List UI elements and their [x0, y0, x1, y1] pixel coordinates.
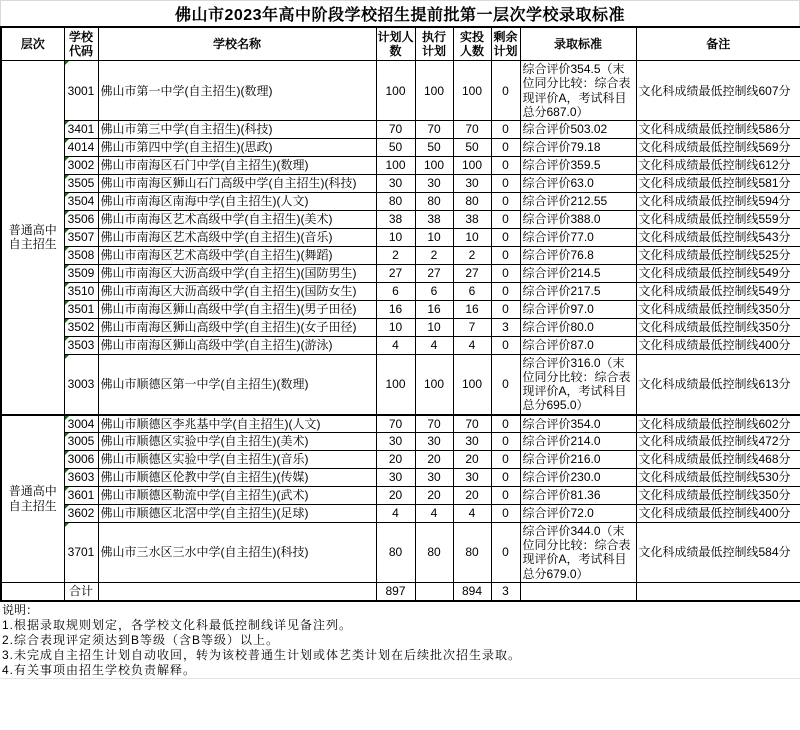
school-code-cell: 3504: [64, 192, 98, 210]
school-name-cell: 佛山市南海区狮山高级中学(自主招生)(男子田径): [98, 300, 376, 318]
exec-plan-cell: [415, 582, 453, 601]
school-code-cell: 3507: [64, 228, 98, 246]
plan-count-cell: 10: [376, 318, 415, 336]
table-row: [1, 300, 800, 318]
col-header-school-code: 学校代码: [64, 27, 98, 61]
table-row: [1, 156, 800, 174]
remark-cell: 文化科成绩最低控制线472分: [636, 433, 800, 451]
school-code-cell: 4014: [64, 138, 98, 156]
school-code-cell: 3701: [64, 523, 98, 583]
remark-cell: 文化科成绩最低控制线543分: [636, 228, 800, 246]
remark-cell: 文化科成绩最低控制线468分: [636, 451, 800, 469]
remark-cell: 文化科成绩最低控制线581分: [636, 174, 800, 192]
school-code-cell: 3001: [64, 61, 98, 121]
remark-cell: 文化科成绩最低控制线586分: [636, 120, 800, 138]
plan-count-cell: 20: [376, 487, 415, 505]
plan-count-cell: 20: [376, 451, 415, 469]
remain-plan-cell: 0: [491, 192, 520, 210]
plan-count-cell: 50: [376, 138, 415, 156]
exec-plan-cell: 2: [415, 246, 453, 264]
exec-plan-cell: 10: [415, 318, 453, 336]
remark-cell: 文化科成绩最低控制线350分: [636, 487, 800, 505]
admission-standard-cell: 综合评价316.0（末位同分比较：综合表现评价A，考试科目总分695.0）: [520, 354, 636, 414]
col-header-remain-plan: 剩余计划: [491, 27, 520, 61]
school-name-cell: 佛山市顺德区李兆基中学(自主招生)(人文): [98, 415, 376, 433]
actual-count-cell: 30: [453, 433, 491, 451]
exec-plan-cell: 27: [415, 264, 453, 282]
plan-count-cell: 27: [376, 264, 415, 282]
plan-count-cell: 100: [376, 61, 415, 121]
remark-cell: 文化科成绩最低控制线350分: [636, 318, 800, 336]
school-name-cell: 佛山市顺德区实验中学(自主招生)(音乐): [98, 451, 376, 469]
note-line: 1.根据录取规则划定，各学校文化科最低控制线详见备注列。: [2, 618, 353, 633]
remark-cell: 文化科成绩最低控制线607分: [636, 61, 800, 121]
admission-table: [0, 26, 800, 602]
table-row: [1, 228, 800, 246]
school-code-cell: 3503: [64, 336, 98, 354]
remain-plan-cell: 0: [491, 61, 520, 121]
plan-count-cell: 4: [376, 505, 415, 523]
actual-count-cell: 2: [453, 246, 491, 264]
remark-cell: 文化科成绩最低控制线549分: [636, 282, 800, 300]
exec-plan-cell: 10: [415, 228, 453, 246]
school-name-cell: 佛山市第三中学(自主招生)(科技): [98, 120, 376, 138]
plan-count-cell: 70: [376, 120, 415, 138]
admission-standard-cell: 综合评价388.0: [520, 210, 636, 228]
remark-cell: 文化科成绩最低控制线549分: [636, 264, 800, 282]
actual-count-cell: 20: [453, 487, 491, 505]
school-name-cell: 佛山市顺德区第一中学(自主招生)(数理): [98, 354, 376, 414]
actual-count-cell: 16: [453, 300, 491, 318]
remain-plan-cell: 0: [491, 156, 520, 174]
table-row: [1, 336, 800, 354]
school-name-cell: 佛山市南海区艺术高级中学(自主招生)(音乐): [98, 228, 376, 246]
remark-cell: 文化科成绩最低控制线569分: [636, 138, 800, 156]
actual-count-cell: 7: [453, 318, 491, 336]
remark-cell: 文化科成绩最低控制线400分: [636, 505, 800, 523]
actual-count-cell: 894: [453, 582, 491, 601]
plan-count-cell: 100: [376, 354, 415, 414]
admission-standard-cell: 综合评价76.8: [520, 246, 636, 264]
page-title: 佛山市2023年高中阶段学校招生提前批第一层次学校录取标准: [0, 0, 800, 26]
remain-plan-cell: 3: [491, 318, 520, 336]
remark-cell: 文化科成绩最低控制线559分: [636, 210, 800, 228]
col-header-level: 层次: [1, 27, 64, 61]
plan-count-cell: 80: [376, 192, 415, 210]
actual-count-cell: 50: [453, 138, 491, 156]
exec-plan-cell: 4: [415, 336, 453, 354]
school-code-cell: 3002: [64, 156, 98, 174]
table-row: [1, 192, 800, 210]
remain-plan-cell: 0: [491, 138, 520, 156]
actual-count-cell: 38: [453, 210, 491, 228]
actual-count-cell: 70: [453, 120, 491, 138]
remain-plan-cell: 0: [491, 228, 520, 246]
actual-count-cell: 100: [453, 156, 491, 174]
exec-plan-cell: 70: [415, 120, 453, 138]
admission-standard-cell: 综合评价344.0（末位同分比较：综合表现评价A，考试科目总分679.0）: [520, 523, 636, 583]
plan-count-cell: 4: [376, 336, 415, 354]
remain-plan-cell: 0: [491, 487, 520, 505]
remain-plan-cell: 0: [491, 246, 520, 264]
actual-count-cell: 27: [453, 264, 491, 282]
admission-standard-cell: 综合评价214.0: [520, 433, 636, 451]
school-name-cell: 佛山市南海区狮山高级中学(自主招生)(女子田径): [98, 318, 376, 336]
plan-count-cell: 30: [376, 433, 415, 451]
col-header-actual-count: 实投人数: [453, 27, 491, 61]
col-header-admission-standard: 录取标准: [520, 27, 636, 61]
remain-plan-cell: 0: [491, 264, 520, 282]
school-code-cell: 3509: [64, 264, 98, 282]
table-row: [1, 415, 800, 433]
admission-standard-cell: 综合评价359.5: [520, 156, 636, 174]
exec-plan-cell: 50: [415, 138, 453, 156]
remark-cell: 文化科成绩最低控制线350分: [636, 300, 800, 318]
school-name-cell: 佛山市三水区三水中学(自主招生)(科技): [98, 523, 376, 583]
exec-plan-cell: 20: [415, 451, 453, 469]
col-header-school-name: 学校名称: [98, 27, 376, 61]
admission-standard-cell: 综合评价63.0: [520, 174, 636, 192]
exec-plan-cell: 30: [415, 433, 453, 451]
level-cell: [1, 582, 64, 601]
table-row: [1, 246, 800, 264]
table-row: [1, 354, 800, 414]
exec-plan-cell: 16: [415, 300, 453, 318]
header-row: [1, 27, 800, 61]
col-header-plan-count: 计划人数: [376, 27, 415, 61]
school-code-cell: 3502: [64, 318, 98, 336]
plan-count-cell: 897: [376, 582, 415, 601]
note-line: 4.有关事项由招生学校负责解释。: [2, 663, 197, 678]
admission-standard-cell: 综合评价87.0: [520, 336, 636, 354]
school-name-cell: 佛山市南海区狮山高级中学(自主招生)(游泳): [98, 336, 376, 354]
remain-plan-cell: 0: [491, 354, 520, 414]
table-row: [1, 174, 800, 192]
table-row: [1, 318, 800, 336]
remark-cell: 文化科成绩最低控制线400分: [636, 336, 800, 354]
admission-standard-cell: 综合评价214.5: [520, 264, 636, 282]
exec-plan-cell: 30: [415, 174, 453, 192]
table-row: [1, 210, 800, 228]
remain-plan-cell: 0: [491, 120, 520, 138]
remain-plan-cell: 0: [491, 282, 520, 300]
school-code-cell: 3401: [64, 120, 98, 138]
school-name-cell: 佛山市顺德区实验中学(自主招生)(美术): [98, 433, 376, 451]
actual-count-cell: 4: [453, 505, 491, 523]
remark-cell: [636, 582, 800, 601]
school-name-cell: 佛山市南海区狮山石门高级中学(自主招生)(科技): [98, 174, 376, 192]
remain-plan-cell: 0: [491, 433, 520, 451]
school-name-cell: 佛山市顺德区北滘中学(自主招生)(足球): [98, 505, 376, 523]
remain-plan-cell: 0: [491, 451, 520, 469]
table-row: [1, 433, 800, 451]
admission-standard-cell: 综合评价212.55: [520, 192, 636, 210]
remain-plan-cell: 0: [491, 174, 520, 192]
actual-count-cell: 10: [453, 228, 491, 246]
table-row: [1, 264, 800, 282]
table-row: [1, 282, 800, 300]
school-code-cell: 3501: [64, 300, 98, 318]
remark-cell: 文化科成绩最低控制线530分: [636, 469, 800, 487]
plan-count-cell: 38: [376, 210, 415, 228]
remain-plan-cell: 0: [491, 210, 520, 228]
total-label-cell: 合计: [64, 582, 98, 601]
actual-count-cell: 20: [453, 451, 491, 469]
admission-standard-cell: 综合评价216.0: [520, 451, 636, 469]
school-code-cell: 3006: [64, 451, 98, 469]
admission-standard-cell: 综合评价354.0: [520, 415, 636, 433]
remain-plan-cell: 0: [491, 415, 520, 433]
table-row: [1, 138, 800, 156]
school-code-cell: 3005: [64, 433, 98, 451]
remain-plan-cell: 0: [491, 523, 520, 583]
actual-count-cell: 6: [453, 282, 491, 300]
actual-count-cell: 100: [453, 61, 491, 121]
remain-plan-cell: 3: [491, 582, 520, 601]
exec-plan-cell: 100: [415, 156, 453, 174]
admission-standard-cell: 综合评价72.0: [520, 505, 636, 523]
actual-count-cell: 30: [453, 469, 491, 487]
actual-count-cell: 70: [453, 415, 491, 433]
admission-standard-cell: 综合评价81.36: [520, 487, 636, 505]
school-code-cell: 3601: [64, 487, 98, 505]
plan-count-cell: 2: [376, 246, 415, 264]
admission-standard-cell: 综合评价503.02: [520, 120, 636, 138]
notes-heading: 说明：: [2, 603, 39, 618]
remain-plan-cell: 0: [491, 505, 520, 523]
remain-plan-cell: 0: [491, 300, 520, 318]
plan-count-cell: 80: [376, 523, 415, 583]
remain-plan-cell: 0: [491, 336, 520, 354]
actual-count-cell: 80: [453, 192, 491, 210]
table-row: [1, 523, 800, 583]
exec-plan-cell: 20: [415, 487, 453, 505]
plan-count-cell: 10: [376, 228, 415, 246]
plan-count-cell: 30: [376, 469, 415, 487]
school-name-cell: 佛山市南海区大沥高级中学(自主招生)(国防女生): [98, 282, 376, 300]
exec-plan-cell: 100: [415, 354, 453, 414]
exec-plan-cell: 4: [415, 505, 453, 523]
remain-plan-cell: 0: [491, 469, 520, 487]
remark-cell: 文化科成绩最低控制线602分: [636, 415, 800, 433]
note-line: 2.综合表现评定须达到B等级（含B等级）以上。: [2, 633, 280, 648]
admission-standard-cell: [520, 582, 636, 601]
table-row: [1, 505, 800, 523]
school-code-cell: 3602: [64, 505, 98, 523]
school-name-cell: 佛山市第一中学(自主招生)(数理): [98, 61, 376, 121]
admission-standard-cell: 综合评价79.18: [520, 138, 636, 156]
remark-cell: 文化科成绩最低控制线613分: [636, 354, 800, 414]
school-name-cell: [98, 582, 376, 601]
table-row: [1, 469, 800, 487]
plan-count-cell: 100: [376, 156, 415, 174]
admission-standard-cell: 综合评价97.0: [520, 300, 636, 318]
admission-standard-cell: 综合评价217.5: [520, 282, 636, 300]
school-code-cell: 3506: [64, 210, 98, 228]
school-code-cell: 3603: [64, 469, 98, 487]
remark-cell: 文化科成绩最低控制线612分: [636, 156, 800, 174]
plan-count-cell: 6: [376, 282, 415, 300]
notes-section: [0, 602, 800, 679]
table-row: [1, 487, 800, 505]
exec-plan-cell: 80: [415, 523, 453, 583]
total-row: [1, 582, 800, 601]
school-code-cell: 3510: [64, 282, 98, 300]
remark-cell: 文化科成绩最低控制线584分: [636, 523, 800, 583]
school-name-cell: 佛山市南海区大沥高级中学(自主招生)(国防男生): [98, 264, 376, 282]
exec-plan-cell: 80: [415, 192, 453, 210]
school-code-cell: 3004: [64, 415, 98, 433]
plan-count-cell: 30: [376, 174, 415, 192]
remark-cell: 文化科成绩最低控制线594分: [636, 192, 800, 210]
school-code-cell: 3508: [64, 246, 98, 264]
school-code-cell: 3003: [64, 354, 98, 414]
school-name-cell: 佛山市第四中学(自主招生)(思政): [98, 138, 376, 156]
plan-count-cell: 70: [376, 415, 415, 433]
col-header-exec-plan: 执行计划: [415, 27, 453, 61]
level-cell: 普通高中自主招生: [1, 61, 64, 415]
school-name-cell: 佛山市顺德区伦教中学(自主招生)(传媒): [98, 469, 376, 487]
exec-plan-cell: 70: [415, 415, 453, 433]
actual-count-cell: 30: [453, 174, 491, 192]
remark-cell: 文化科成绩最低控制线525分: [636, 246, 800, 264]
table-row: [1, 451, 800, 469]
school-name-cell: 佛山市南海区南海中学(自主招生)(人文): [98, 192, 376, 210]
school-name-cell: 佛山市南海区石门中学(自主招生)(数理): [98, 156, 376, 174]
school-code-cell: 3505: [64, 174, 98, 192]
exec-plan-cell: 100: [415, 61, 453, 121]
exec-plan-cell: 6: [415, 282, 453, 300]
actual-count-cell: 100: [453, 354, 491, 414]
school-name-cell: 佛山市南海区艺术高级中学(自主招生)(舞蹈): [98, 246, 376, 264]
col-header-remark: 备注: [636, 27, 800, 61]
admission-standard-cell: 综合评价354.5（末位同分比较：综合表现评价A，考试科目总分687.0）: [520, 61, 636, 121]
exec-plan-cell: 30: [415, 469, 453, 487]
table-row: [1, 120, 800, 138]
admission-standard-cell: 综合评价77.0: [520, 228, 636, 246]
plan-count-cell: 16: [376, 300, 415, 318]
school-name-cell: 佛山市南海区艺术高级中学(自主招生)(美术): [98, 210, 376, 228]
admission-standard-cell: 综合评价80.0: [520, 318, 636, 336]
school-name-cell: 佛山市顺德区勒流中学(自主招生)(武术): [98, 487, 376, 505]
actual-count-cell: 80: [453, 523, 491, 583]
level-cell: 普通高中自主招生: [1, 415, 64, 583]
note-line: 3.未完成自主招生计划自动收回，转为该校普通生计划或体艺类计划在后续批次招生录取。: [2, 648, 522, 663]
exec-plan-cell: 38: [415, 210, 453, 228]
admission-standard-cell: 综合评价230.0: [520, 469, 636, 487]
actual-count-cell: 4: [453, 336, 491, 354]
table-row: [1, 61, 800, 121]
